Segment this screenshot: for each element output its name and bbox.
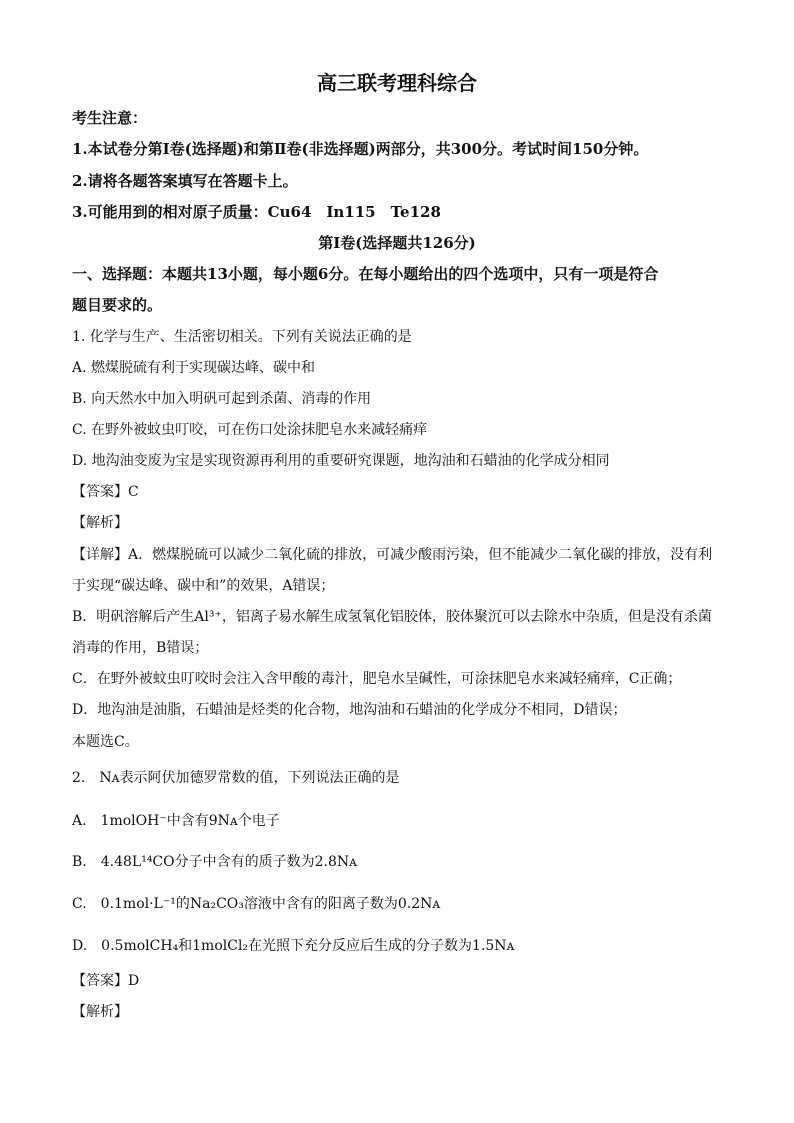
notice-item-2: 2.请将各题答案填写在答题卡上。	[72, 172, 298, 190]
q1-detail-line-6: D．地沟油是油脂，石蜡油是烃类的化合物，地沟油和石蜡油的化学成分不相同，D错误；	[72, 702, 627, 718]
q1-detail-line-1: 【详解】A．燃煤脱硫可以减少二氧化硫的排放，可减少酸雨污染，但不能减少二氧化碳的排放，没有利	[72, 547, 713, 563]
q2-stem: 2. Nᴀ表示阿伏加德罗常数的值，下列说法正确的是	[72, 770, 400, 786]
q2-option-c: C. 0.1mol·L⁻¹的Na₂CO₃溶液中含有的阳离子数为0.2Nᴀ	[72, 896, 441, 912]
notice-item-3: 3.可能用到的相对原子质量：Cu64 In115 Te128	[72, 203, 441, 221]
q2-option-d: D. 0.5molCH₄和1molCl₂在光照下充分反应后生成的分子数为1.5Nᴀ	[72, 938, 515, 954]
notice-heading: 考生注意：	[72, 109, 148, 127]
section-desc-line-1: 一、选择题：本题共13小题，每小题6分。在每小题给出的四个选项中，只有一项是符合	[72, 265, 659, 283]
q1-answer: 【答案】C	[72, 484, 139, 500]
page-title: 高三联考理科综合	[317, 71, 477, 95]
q1-option-d: D. 地沟油变废为宝是实现资源再利用的重要研究课题，地沟油和石蜡油的化学成分相同	[72, 453, 610, 469]
q1-detail-line-5: C．在野外被蚊虫叮咬时会注入含甲酸的毒汁，肥皂水呈碱性，可涂抹肥皂水来减轻痛痒，C正确；	[72, 671, 682, 687]
q2-answer: 【答案】D	[72, 973, 140, 989]
q2-option-b: B. 4.48L¹⁴CO分子中含有的质子数为2.8Nᴀ	[72, 854, 358, 870]
q1-option-c: C. 在野外被蚊虫叮咬，可在伤口处涂抹肥皂水来减轻痛痒	[72, 422, 428, 438]
notice-item-1: 1.本试卷分第Ⅰ卷(选择题)和第Ⅱ卷(非选择题)两部分，共300分。考试时间150分钟。	[72, 140, 649, 158]
q1-option-a: A. 燃煤脱硫有利于实现碳达峰、碳中和	[72, 360, 316, 376]
q1-detail-line-4: 消毒的作用，B错误；	[72, 640, 209, 656]
section-desc-line-2: 题目要求的。	[72, 296, 163, 314]
q1-detail-line-3: B．明矾溶解后产生Al³⁺，铝离子易水解生成氢氧化铝胶体，胶体聚沉可以去除水中杂质，但是没有杀菌	[72, 609, 712, 625]
q1-analysis-label: 【解析】	[72, 515, 128, 531]
q1-option-b: B. 向天然水中加入明矾可起到杀菌、消毒的作用	[72, 391, 372, 407]
q1-detail-line-7: 本题选C。	[72, 734, 139, 750]
section-title: 第Ⅰ卷(选择题共126分)	[318, 234, 476, 252]
q1-stem: 1. 化学与生产、生活密切相关。下列有关说法正确的是	[72, 329, 412, 345]
q2-analysis-label: 【解析】	[72, 1004, 128, 1020]
q1-detail-line-2: 于实现“碳达峰、碳中和”的效果，A错误；	[72, 578, 335, 594]
q2-option-a: A. 1molOH⁻中含有9Nᴀ个电子	[72, 813, 280, 829]
